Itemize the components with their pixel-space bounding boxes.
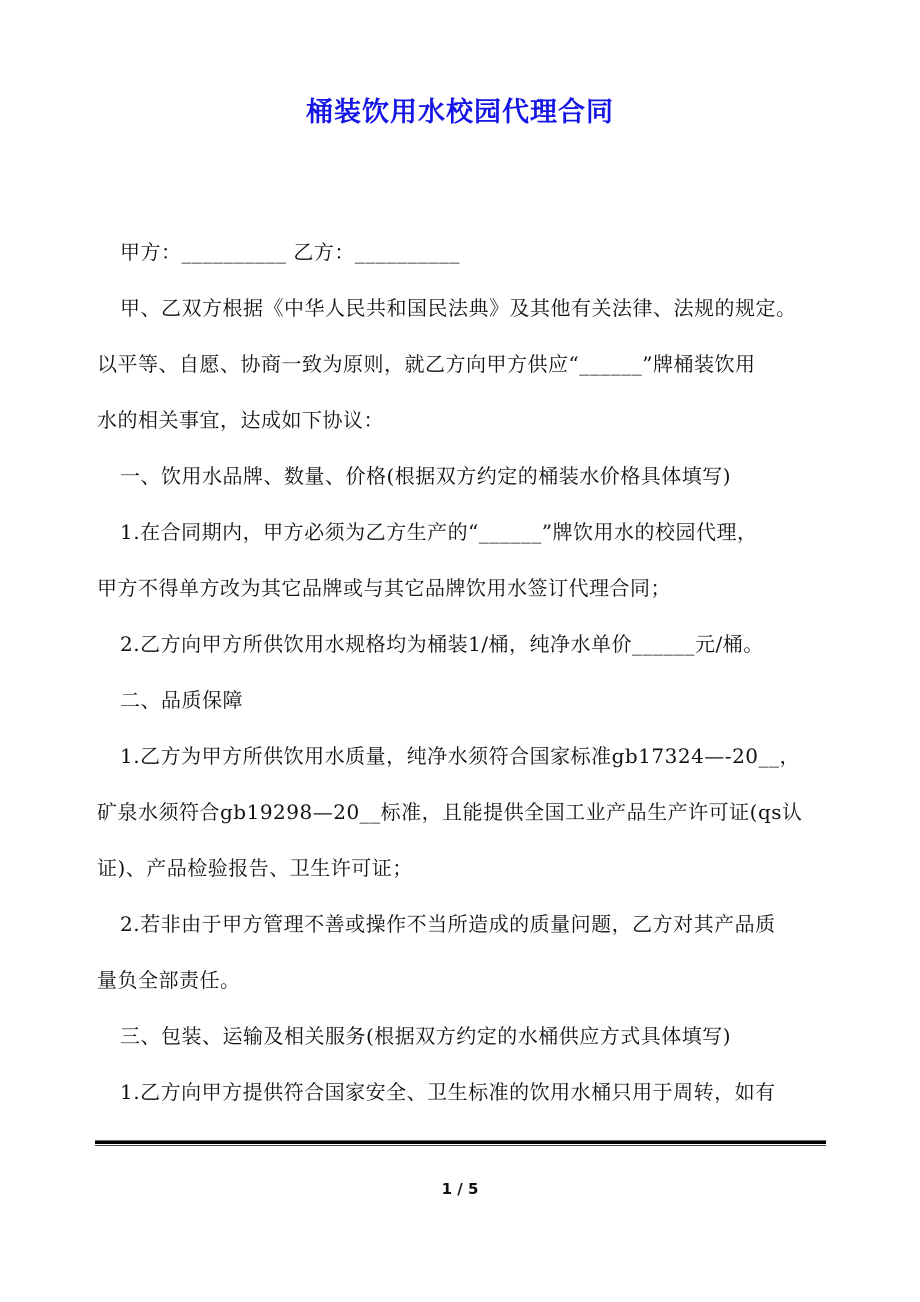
paragraph-line: 量负全部责任。 [97,968,241,992]
page-number: 1 / 5 [441,1180,479,1198]
paragraph-line: 1.乙方为甲方所供饮用水质量，纯净水须符合国家标准gb17324—-20__， [120,744,801,768]
paragraph-line: 甲、乙双方根据《中华人民共和国民法典》及其他有关法律、法规的规定。 [120,296,797,320]
footer-divider [95,1140,826,1144]
paragraph-line: 矿泉水须符合gb19298—20__标准，且能提供全国工业产品生产许可证(qs认 [97,800,803,824]
paragraph-line: 1.乙方向甲方提供符合国家安全、卫生标准的饮用水桶只用于周转，如有 [120,1080,776,1104]
paragraph-line: 以平等、自愿、协商一致为原则，就乙方向甲方供应“______”牌桶装饮用 [97,352,756,376]
section-heading: 一、饮用水品牌、数量、价格(根据双方约定的桶装水价格具体填写) [120,464,732,488]
paragraph-line: 1.在合同期内，甲方必须为乙方生产的“______”牌饮用水的校园代理， [120,520,758,544]
section-heading: 三、包装、运输及相关服务(根据双方约定的水桶供应方式具体填写) [120,1024,732,1048]
party-line: 甲方：__________ 乙方：__________ [120,240,460,264]
paragraph-line: 2.若非由于甲方管理不善或操作不当所造成的质量问题，乙方对其产品质 [120,912,776,936]
paragraph-line: 2.乙方向甲方所供饮用水规格均为桶装1/桶，纯净水单价______元/桶。 [120,632,764,656]
paragraph-line: 甲方不得单方改为其它品牌或与其它品牌饮用水签订代理合同； [97,576,671,600]
document-body [97,224,837,1120]
paragraph-line: 水的相关事宜，达成如下协议： [97,408,384,432]
document-title: 桶装饮用水校园代理合同 [306,97,614,128]
paragraph-line: 证)、产品检验报告、卫生许可证； [97,856,413,880]
footer-divider-thin [95,1145,826,1146]
section-heading: 二、品质保障 [120,688,243,712]
